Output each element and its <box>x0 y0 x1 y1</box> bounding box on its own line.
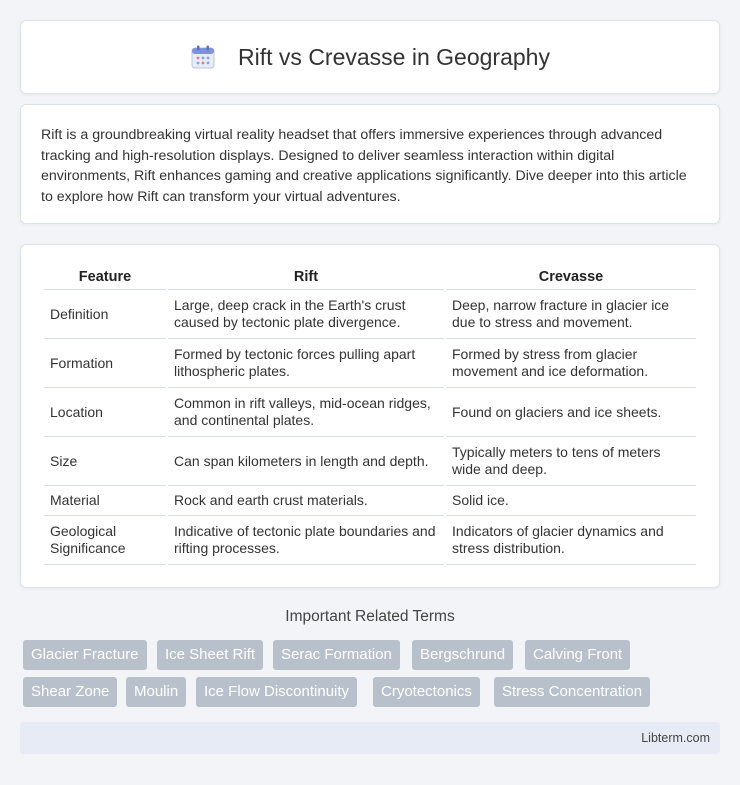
tag-ice-flow-discontinuity[interactable]: Ice Flow Discontinuity <box>196 677 357 707</box>
table-row <box>44 486 696 516</box>
footer <box>20 722 720 754</box>
table-row <box>44 437 696 486</box>
intro-text: Rift is a groundbreaking virtual reality headset that offers immersive experiences through advanced tracking and high-resolution displays. Designed to deliver seamless interaction within digital environments, Rift enhances gaming and creative applications significantly. Dive deeper into this article to explore how Rift can transform your virtual adventures. <box>41 127 687 205</box>
tag-glacier-fracture[interactable]: Glacier Fracture <box>23 640 147 670</box>
crevasse-cell: Solid ice. <box>446 486 696 516</box>
footer-site-link[interactable]: Libterm.com <box>641 731 710 745</box>
tag-stress-concentration[interactable]: Stress Concentration <box>494 677 650 707</box>
rift-cell: Rock and earth crust materials. <box>168 486 444 516</box>
rift-cell: Large, deep crack in the Earth's crust caused by tectonic plate divergence. <box>168 290 444 339</box>
crevasse-cell: Indicators of glacier dynamics and stress distribution. <box>446 516 696 565</box>
related-terms-title: Important Related Terms <box>285 608 455 625</box>
column-header-rift: Rift <box>168 265 444 290</box>
page-title: Rift vs Crevasse in Geography <box>238 43 550 70</box>
column-header-crevasse: Crevasse <box>446 265 696 290</box>
header-card <box>20 20 720 94</box>
rift-cell: Can span kilometers in length and depth. <box>168 437 444 486</box>
rift-cell: Formed by tectonic forces pulling apart lithospheric plates. <box>168 339 444 388</box>
comparison-table <box>42 265 698 565</box>
rift-cell: Common in rift valleys, mid-ocean ridges, and continental plates. <box>168 388 444 437</box>
tag-moulin[interactable]: Moulin <box>126 677 186 707</box>
feature-cell: Location <box>44 388 166 437</box>
intro-card <box>20 104 720 224</box>
table-row <box>44 339 696 388</box>
tag-calving-front[interactable]: Calving Front <box>525 640 630 670</box>
tag-ice-sheet-rift[interactable]: Ice Sheet Rift <box>157 640 263 670</box>
feature-cell: Formation <box>44 339 166 388</box>
table-row <box>44 290 696 339</box>
crevasse-cell: Deep, narrow fracture in glacier ice due to stress and movement. <box>446 290 696 339</box>
crevasse-cell: Formed by stress from glacier movement and ice deformation. <box>446 339 696 388</box>
table-header-row <box>44 265 696 290</box>
tag-cryotectonics[interactable]: Cryotectonics <box>373 677 480 707</box>
feature-cell: Geological Significance <box>44 516 166 565</box>
crevasse-cell: Found on glaciers and ice sheets. <box>446 388 696 437</box>
feature-cell: Material <box>44 486 166 516</box>
rift-cell: Indicative of tectonic plate boundaries and rifting processes. <box>168 516 444 565</box>
crevasse-cell: Typically meters to tens of meters wide and deep. <box>446 437 696 486</box>
tag-bergschrund[interactable]: Bergschrund <box>412 640 513 670</box>
tag-shear-zone[interactable]: Shear Zone <box>23 677 117 707</box>
table-row <box>44 388 696 437</box>
comparison-table-card <box>20 244 720 588</box>
feature-cell: Definition <box>44 290 166 339</box>
table-row <box>44 516 696 565</box>
tag-serac-formation[interactable]: Serac Formation <box>273 640 400 670</box>
feature-cell: Size <box>44 437 166 486</box>
calendar-icon <box>190 44 216 70</box>
column-header-feature: Feature <box>44 265 166 290</box>
